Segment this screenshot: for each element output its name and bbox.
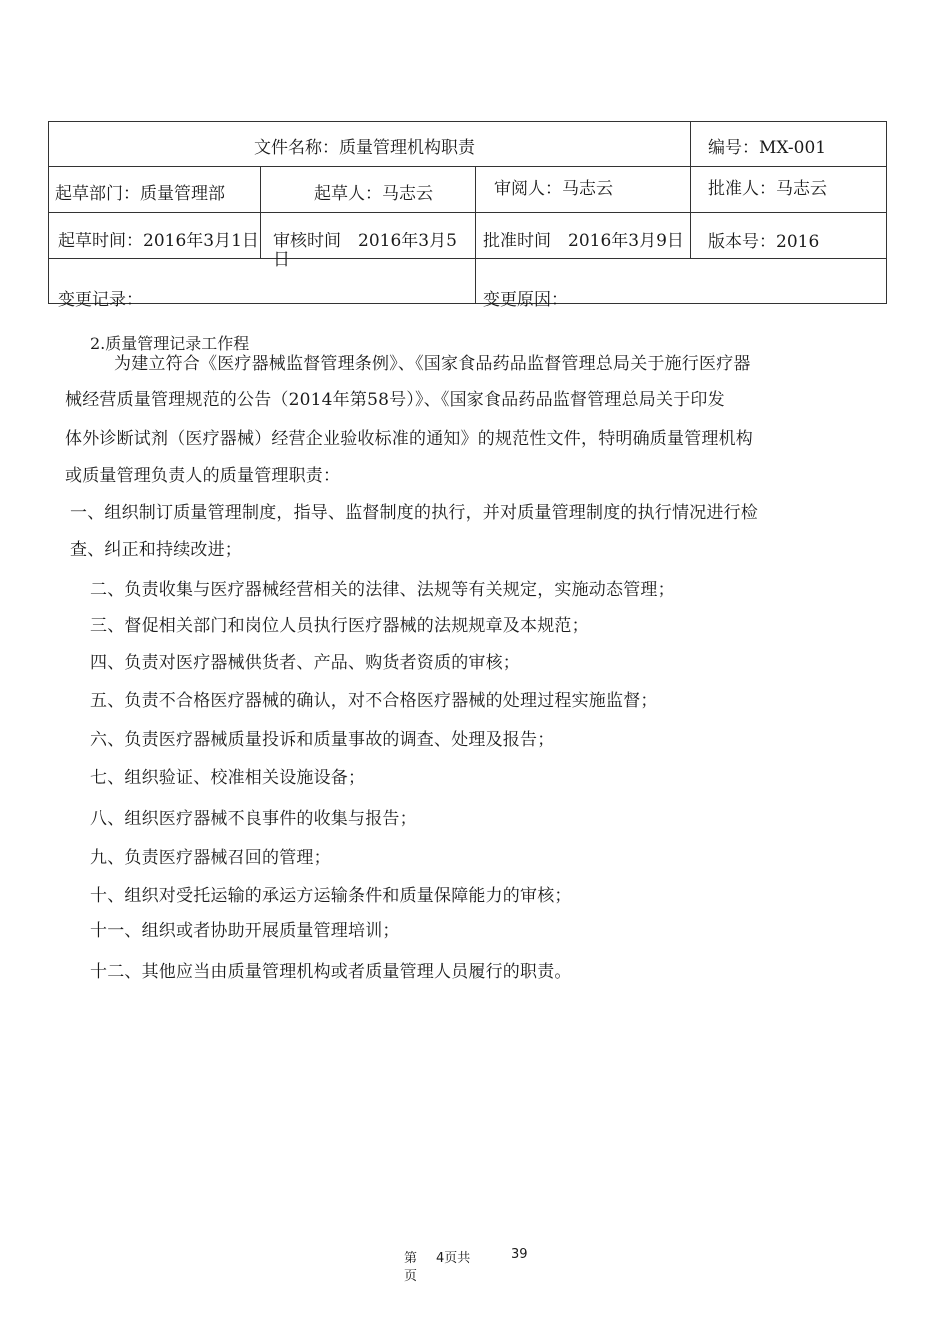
intro-line: 体外诊断试剂（医疗器械）经营企业验收标准的通知》的规范性文件，特明确质量管理机构 (65, 429, 753, 449)
review-time-cell: 审核时间 2016年3月5日 (273, 232, 457, 270)
draft-dept-cell: 起草部门：质量管理部 (55, 184, 225, 204)
code-cell: 编号：MX-001 (708, 138, 827, 158)
duty-item: 十、组织对受托运输的承运方运输条件和质量保障能力的审核； (90, 886, 572, 906)
duty-item: 七、组织验证、校准相关设施设备； (90, 768, 366, 788)
duty-item: 五、负责不合格医疗器械的确认，对不合格医疗器械的处理过程实施监督； (90, 691, 658, 711)
intro-line: 或质量管理负责人的质量管理职责： (65, 466, 341, 486)
intro-line: 为建立符合《医疗器械监督管理条例》、《国家食品药品监督管理总局关于施行医疗器 (114, 354, 751, 374)
version-cell: 版本号：2016 (708, 232, 820, 252)
duty-item: 三、督促相关部门和岗位人员执行医疗器械的法规规章及本规范； (90, 616, 589, 636)
section-title: 2.质量管理记录工作程 (90, 334, 250, 353)
intro-line: 械经营质量管理规范的公告（2014年第58号）》、《国家食品药品监督管理总局关于印发 (65, 390, 725, 410)
footer-total-pages: 39 (511, 1247, 528, 1262)
reviewer-cell: 审阅人：马志云 (494, 179, 613, 199)
duty-item: 四、负责对医疗器械供货者、产品、购货者资质的审核； (90, 653, 520, 673)
change-reason-cell: 变更原因： (483, 290, 568, 310)
footer-page-number: 4页共 (436, 1251, 471, 1266)
duty-item: 一、组织制订质量管理制度，指导、监督制度的执行，并对质量管理制度的执行情况进行检 (70, 503, 758, 523)
duty-item: 九、负责医疗器械召回的管理； (90, 848, 331, 868)
approve-time-cell: 批准时间 2016年3月9日 (483, 232, 684, 251)
duty-item: 六、负责医疗器械质量投诉和质量事故的调查、处理及报告； (90, 730, 555, 750)
footer-di: 第 (404, 1251, 418, 1266)
duty-item: 十一、组织或者协助开展质量管理培训； (90, 921, 400, 941)
duty-item: 二、负责收集与医疗器械经营相关的法律、法规等有关规定，实施动态管理； (90, 580, 675, 600)
duty-item: 查、纠正和持续改进； (70, 540, 242, 560)
drafter-cell: 起草人：马志云 (314, 184, 433, 204)
approver-cell: 批准人：马志云 (708, 179, 827, 199)
footer-ye: 页 (404, 1269, 418, 1284)
change-record-cell: 变更记录： (58, 290, 143, 310)
duty-item: 八、组织医疗器械不良事件的收集与报告； (90, 809, 417, 829)
file-name-cell: 文件名称：质量管理机构职责 (254, 138, 475, 158)
duty-item: 十二、其他应当由质量管理机构或者质量管理人员履行的职责。 (90, 962, 572, 982)
header-table (48, 121, 887, 310)
draft-time-cell: 起草时间：2016年3月1日 (58, 232, 259, 251)
